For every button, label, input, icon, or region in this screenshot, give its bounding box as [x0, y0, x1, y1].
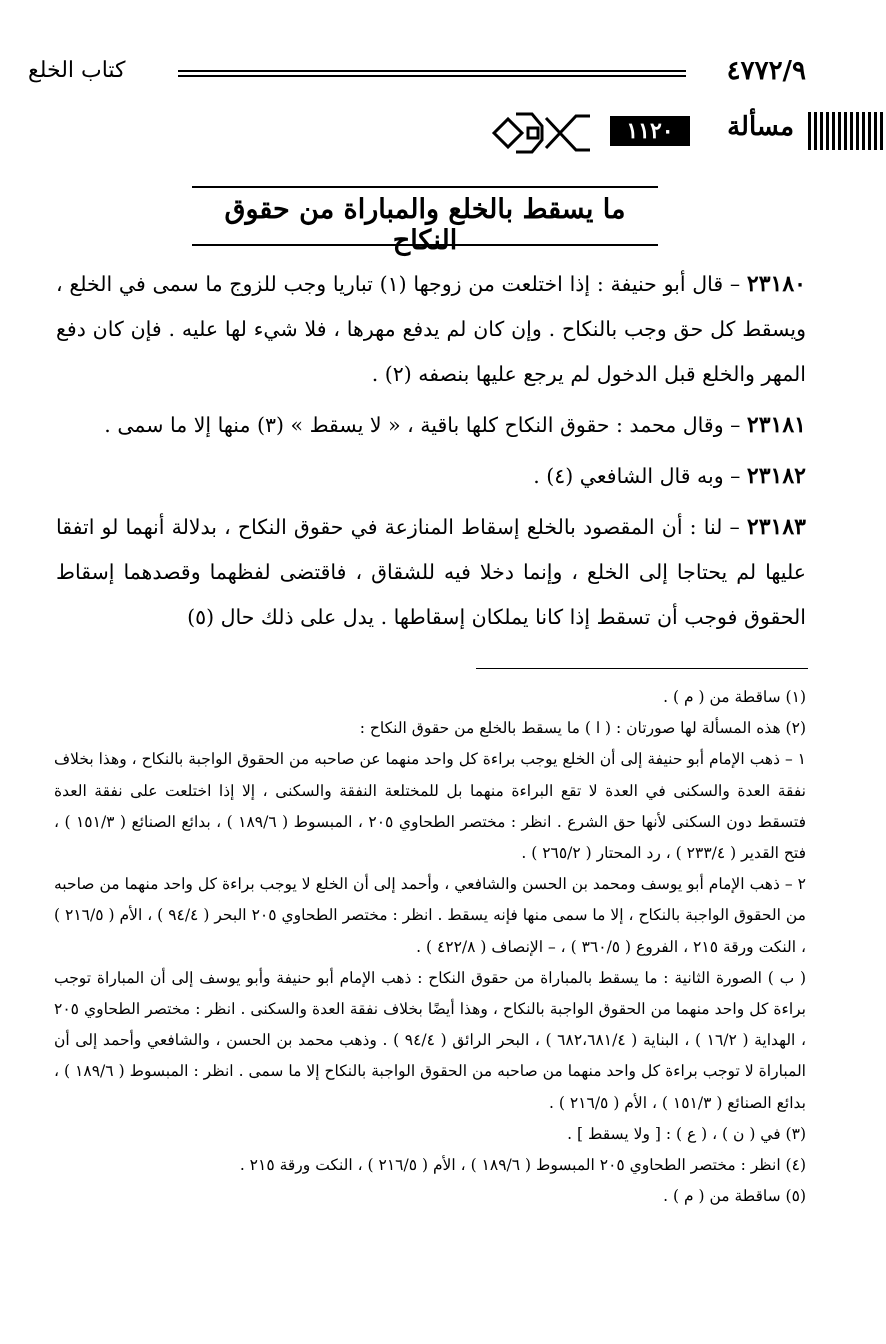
paragraph-number: ٢٣١٨٣: [746, 514, 806, 540]
decorative-bars: [808, 112, 884, 150]
paragraph-text: – لنا : أن المقصود بالخلع إسقاط المنازعة في حقوق النكاح ، بدلالة أنهما لو اتفقا عليها لم يحتاجا إلى الخلع ، وإنما دخلا فيه للشقاق ، فاقتضى لفظهما وقصدهما إسقاط الحقوق فوجب أن تسقط إذا كانا يملكان إسقاطها . يدل على ذلك حال (٥): [56, 515, 806, 629]
paragraph-text: – وبه قال الشافعي (٤) .: [533, 464, 747, 488]
page-header: [28, 56, 806, 90]
paragraph: [56, 454, 806, 499]
footnote: ١ – ذهب الإمام أبو حنيفة إلى أن الخلع يوجب براءة كل واحد منهما عن صاحبه من الحقوق الواجبة بالنكاح ، وهذا بخلاف نفقة العدة والسكنى في العدة لا تقع البراءة منهما بل للمختلعة النفقة والسكنى ، إلا إذا اختلعت على نفقة العدة فتسقط دون السكنى لأنها حق الشرع . انظر : مختصر الطحاوي ٢٠٥ ، المبسوط ( ١٨٩/٦ ) ، بدائع الصنائع ( ١٥١/٣ ) ، فتح القدير ( ٢٣٣/٤ ) ، رد المحتار ( ٢٦٥/٢ ) .: [54, 750, 806, 863]
section-title-box: [192, 186, 658, 256]
paragraph-text: – وقال محمد : حقوق النكاح كلها باقية ، « لا يسقط » (٣) منها إلا ما سمى .: [104, 413, 747, 437]
footnotes: [54, 682, 806, 1212]
footnote: (٤) انظر : مختصر الطحاوي ٢٠٥ المبسوط ( ١٨٩/٦ ) ، الأم ( ٢١٦/٥ ) ، النكت ورقة ٢١٥ .: [239, 1156, 806, 1175]
paragraph-number: ٢٣١٨١: [746, 412, 806, 438]
footnote-separator: [476, 668, 808, 669]
title-rule-top: [192, 186, 658, 188]
masala-label: مسألة: [727, 112, 794, 142]
paragraph-number: ٢٣١٨٢: [746, 463, 806, 489]
footnote: ( ب ) الصورة الثانية : ما يسقط بالمباراة من حقوق النكاح : ذهب الإمام أبو حنيفة وأبو يوسف إلى أن المباراة توجب براءة كل واحد منهما من الحقوق الواجبة بالنكاح ، وهذا أيضًا بخلاف نفقة العدة والسكنى . انظر : مختصر الطحاوي ٢٠٥ ، الهداية ( ١٦/٢ ) ، البناية ( ٦٨٢،٦٨١/٤ ) ، البحر الرائق ( ٩٤/٤ ) . وذهب محمد بن الحسن ، والشافعي وأحمد إلى أن المباراة لا توجب براءة كل واحد منهما من صاحبه من الحقوق الواجبة بالنكاح إلا ما سمى . انظر : المبسوط ( ١٨٩/٦ ) ، بدائع الصنائع ( ١٥١/٣ ) ، الأم ( ٢١٦/٥ ) .: [54, 968, 806, 1112]
main-text: [56, 262, 806, 640]
masala-number: ١١٢٠: [610, 116, 690, 146]
book-title: كتاب الخلع: [28, 58, 126, 83]
footnote: (٢) هذه المسألة لها صورتان : ( ا ) ما يسقط بالخلع من حقوق النكاح :: [359, 719, 806, 738]
footnote: (١) ساقطة من ( م ) .: [663, 688, 806, 706]
footnote: ٢ – ذهب الإمام أبو يوسف ومحمد بن الحسن والشافعي ، وأحمد إلى أن الخلع لا يوجب براءة كل واحد منهما من صاحبه من الحقوق الواجبة بالنكاح ، إلا ما سمى منها فإنه يسقط . انظر : مختصر الطحاوي ٢٠٥ البحر ( ٩٤/٤ ) ، الأم ( ٢١٦/٥ ) ، النكت ورقة ٢١٥ ، الفروع ( ٣٦٠/٥ ) ، – الإنصاف ( ٤٢٢/٨ ) .: [54, 875, 806, 956]
paragraph: [56, 262, 806, 397]
ornament-icon: [486, 108, 596, 158]
page-number: ٤٧٧٢/٩: [726, 56, 806, 86]
paragraph-number: ٢٣١٨٠: [746, 271, 806, 297]
paragraph: [56, 505, 806, 640]
header-rule: [178, 70, 686, 77]
section-title: ما يسقط بالخلع والمباراة من حقوق النكاح: [224, 194, 626, 256]
masala-banner: [0, 108, 886, 158]
footnote: (٣) في ( ن ) ، ( ع ) : [ ولا يسقط ] .: [567, 1124, 806, 1143]
paragraph-text: – قال أبو حنيفة : إذا اختلعت من زوجها (١) تباريا وجب للزوج ما سمى في الخلع ، ويسقط كل حق وجب بالنكاح . وإن كان لم يدفع مهرها ، فلا شيء لها عليه . فإن كان دفع المهر والخلع قبل الدخول لم يرجع عليها بنصفه (٢) .: [56, 272, 806, 386]
paragraph: [56, 403, 806, 448]
title-rule-bottom: [192, 244, 658, 246]
footnote: (٥) ساقطة من ( م ) .: [663, 1187, 806, 1206]
